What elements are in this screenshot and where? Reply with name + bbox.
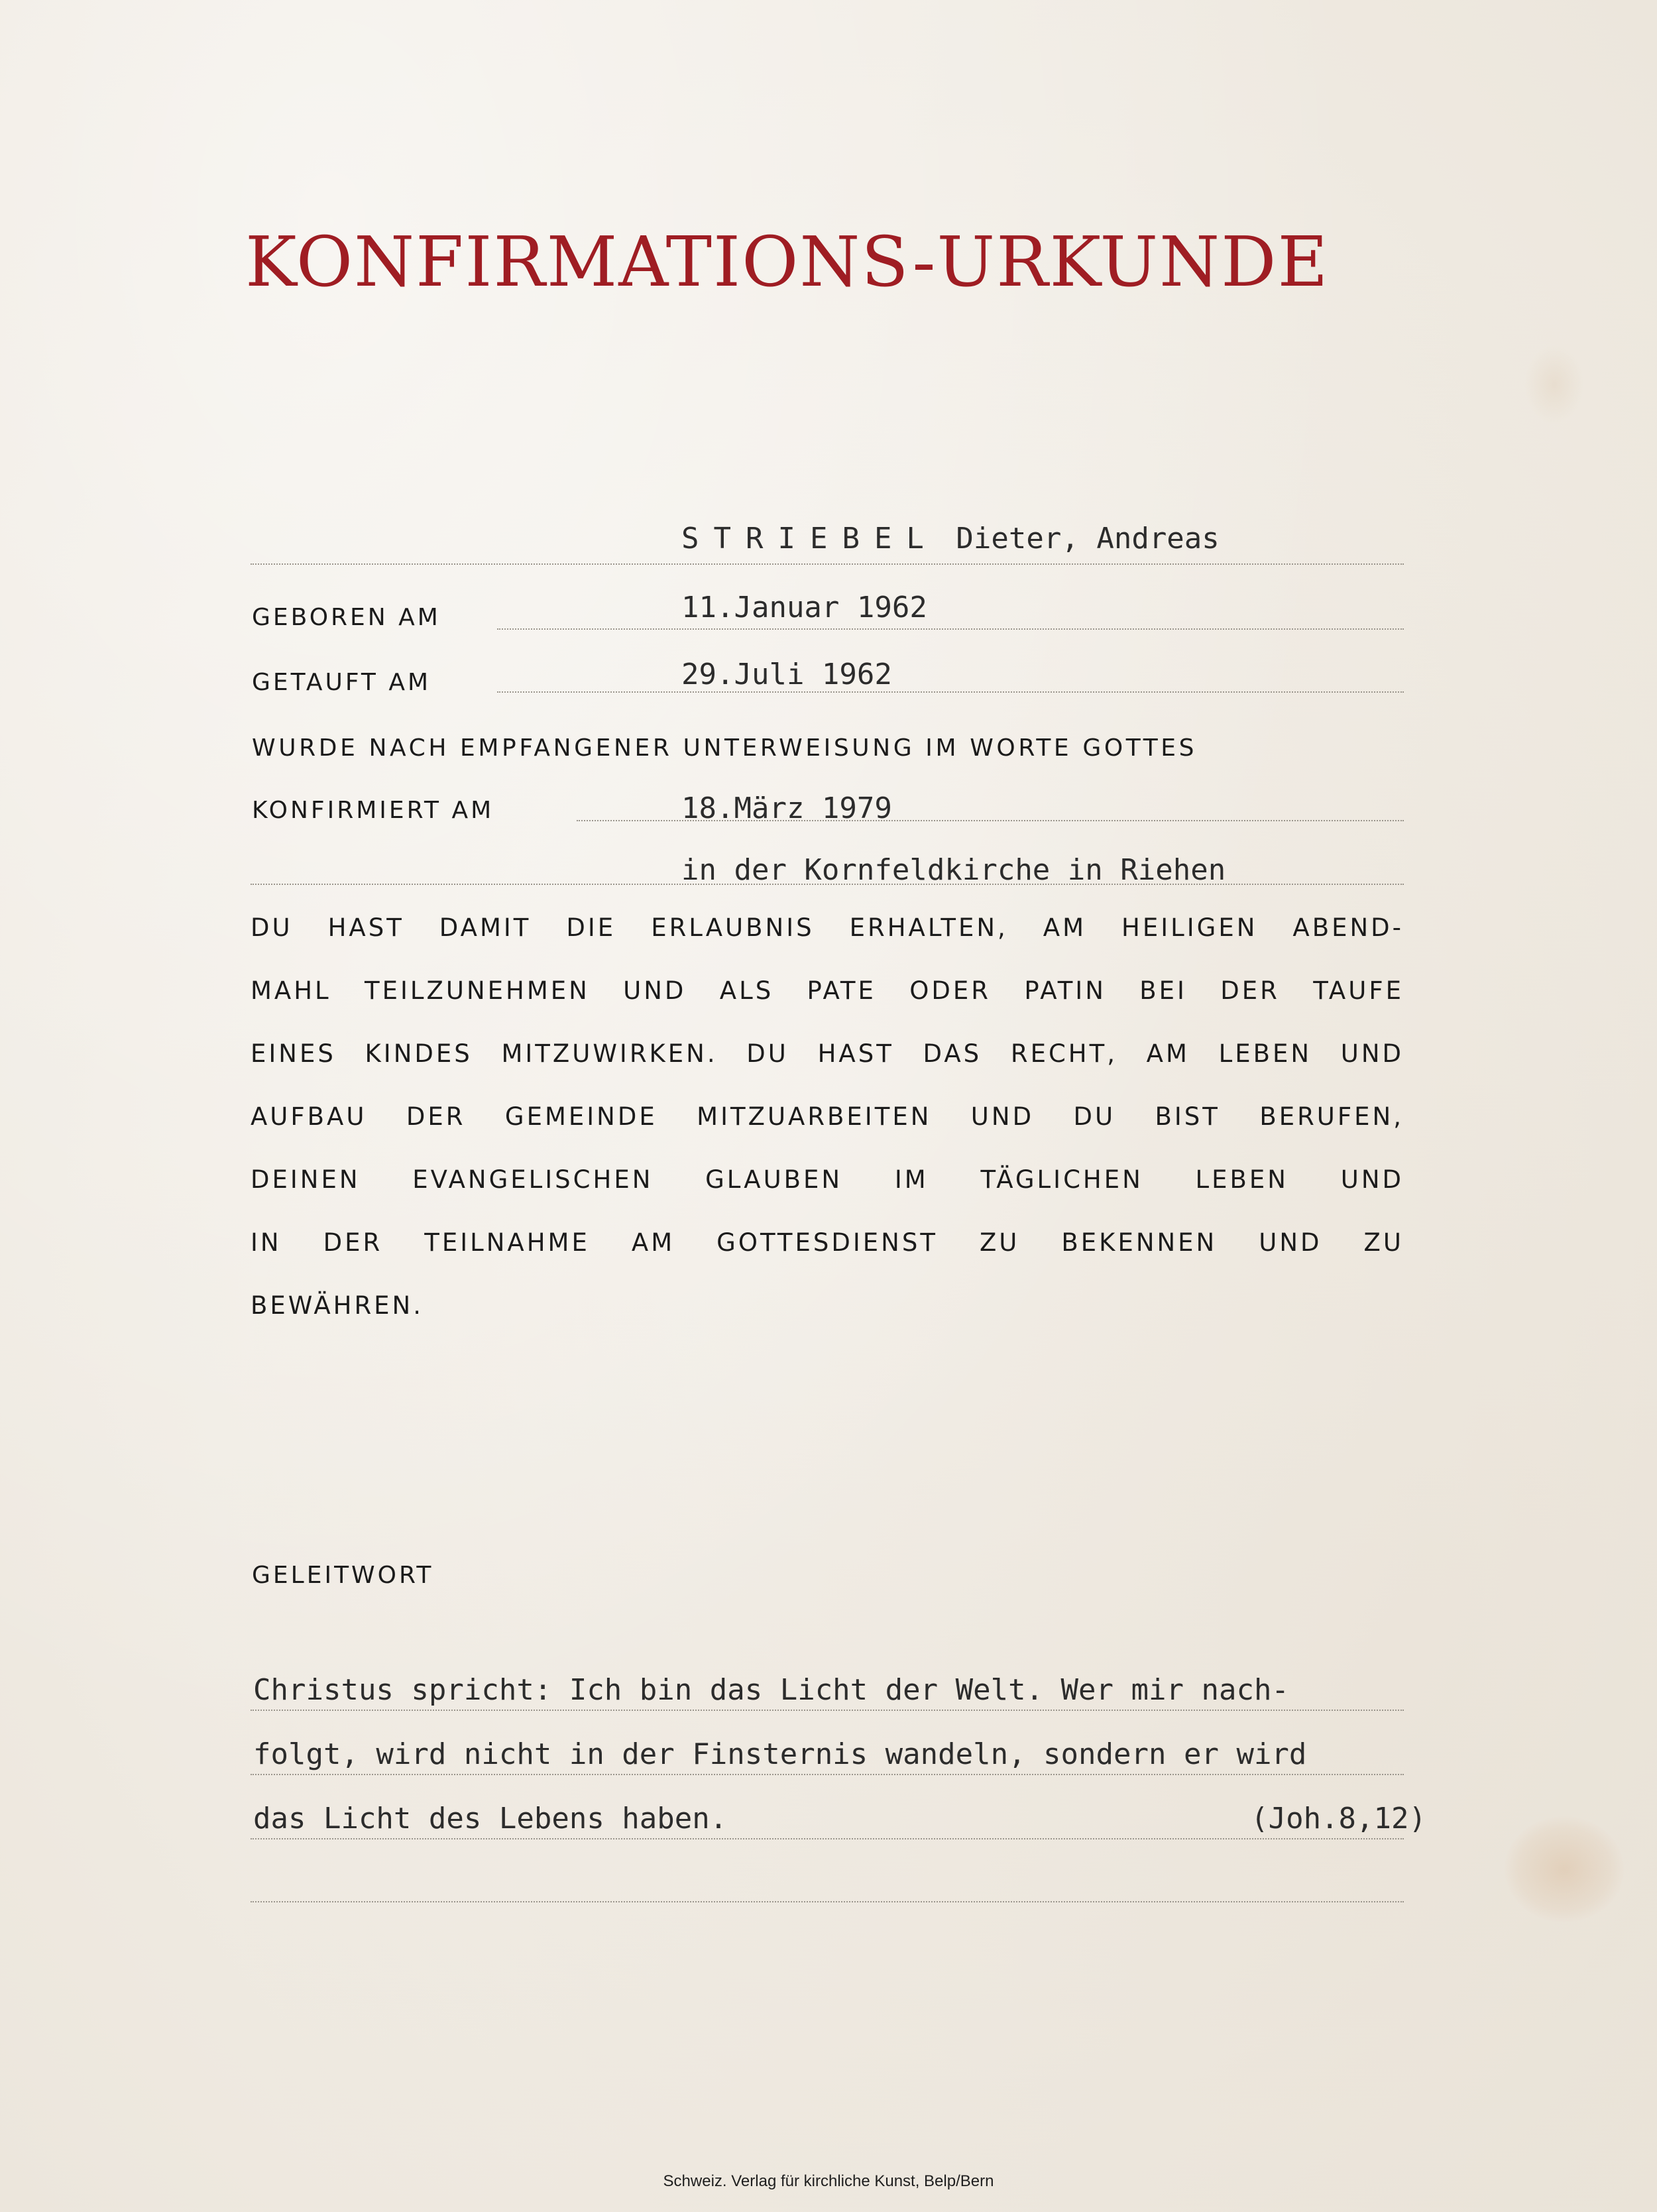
given-names: Dieter, Andreas <box>956 522 1220 555</box>
certificate-title: KONFIRMATIONS-URKUNDE <box>245 221 1330 302</box>
name-line <box>681 519 1220 559</box>
publisher-imprint: Schweiz. Verlag für kirchliche Kunst, Belp/Bern <box>663 2172 994 2190</box>
rule-place <box>251 884 1404 885</box>
rule-verse-3 <box>251 1838 1404 1839</box>
paragraph-line: BEWÄHREN. <box>251 1291 424 1320</box>
paragraph-line: AUFBAU DER GEMEINDE MITZUARBEITEN UND DU BIST BERUFEN, <box>251 1102 1404 1131</box>
born-label: GEBOREN AM <box>252 604 441 631</box>
paragraph-line: DU HAST DAMIT DIE ERLAUBNIS ERHALTEN, AM HEILIGEN ABEND- <box>251 913 1404 942</box>
rule-confirmed <box>577 820 1404 821</box>
rule-name <box>251 563 1404 565</box>
born-value: 11.Januar 1962 <box>681 591 927 624</box>
geleitwort-label: GELEITWORT <box>252 1562 434 1589</box>
baptized-value: 29.Juli 1962 <box>681 658 892 691</box>
confirmed-label: KONFIRMIERT AM <box>252 797 494 824</box>
rule-verse-2 <box>251 1774 1404 1775</box>
baptized-label: GETAUFT AM <box>252 669 431 696</box>
paragraph-line: MAHL TEILZUNEHMEN UND ALS PATE ODER PATIN BEI DER TAUFE <box>251 976 1404 1005</box>
paragraph-line: DEINEN EVANGELISCHEN GLAUBEN IM TÄGLICHEN LEBEN UND <box>251 1165 1404 1194</box>
surname: STRIEBEL <box>681 522 939 555</box>
place-value: in der Kornfeldkirche in Riehen <box>681 853 1226 887</box>
rule-verse-4 <box>251 1901 1404 1902</box>
rule-baptized <box>497 691 1404 693</box>
instruction-text: WURDE NACH EMPFANGENER UNTERWEISUNG IM WORTE GOTTES <box>252 734 1198 762</box>
certificate-paragraph <box>251 908 1404 1349</box>
rule-verse-1 <box>251 1710 1404 1711</box>
verse-reference: (Joh.8,12) <box>1251 1802 1426 1835</box>
paper-stain <box>1524 345 1584 424</box>
paper-stain <box>1505 1816 1624 1922</box>
bible-verse <box>253 1670 1466 1863</box>
verse-line: Christus spricht: Ich bin das Licht der Welt. Wer mir nach- <box>253 1673 1289 1707</box>
confirmed-value: 18.März 1979 <box>681 791 892 825</box>
paragraph-line: EINES KINDES MITZUWIRKEN. DU HAST DAS RECHT, AM LEBEN UND <box>251 1039 1404 1068</box>
verse-line <box>253 1799 1466 1863</box>
verse-line-text: das Licht des Lebens haben. <box>253 1802 728 1835</box>
rule-born <box>497 628 1404 630</box>
paragraph-line: IN DER TEILNAHME AM GOTTESDIENST ZU BEKENNEN UND ZU <box>251 1228 1404 1257</box>
verse-line: folgt, wird nicht in der Finsternis wandeln, sondern er wird <box>253 1737 1307 1771</box>
